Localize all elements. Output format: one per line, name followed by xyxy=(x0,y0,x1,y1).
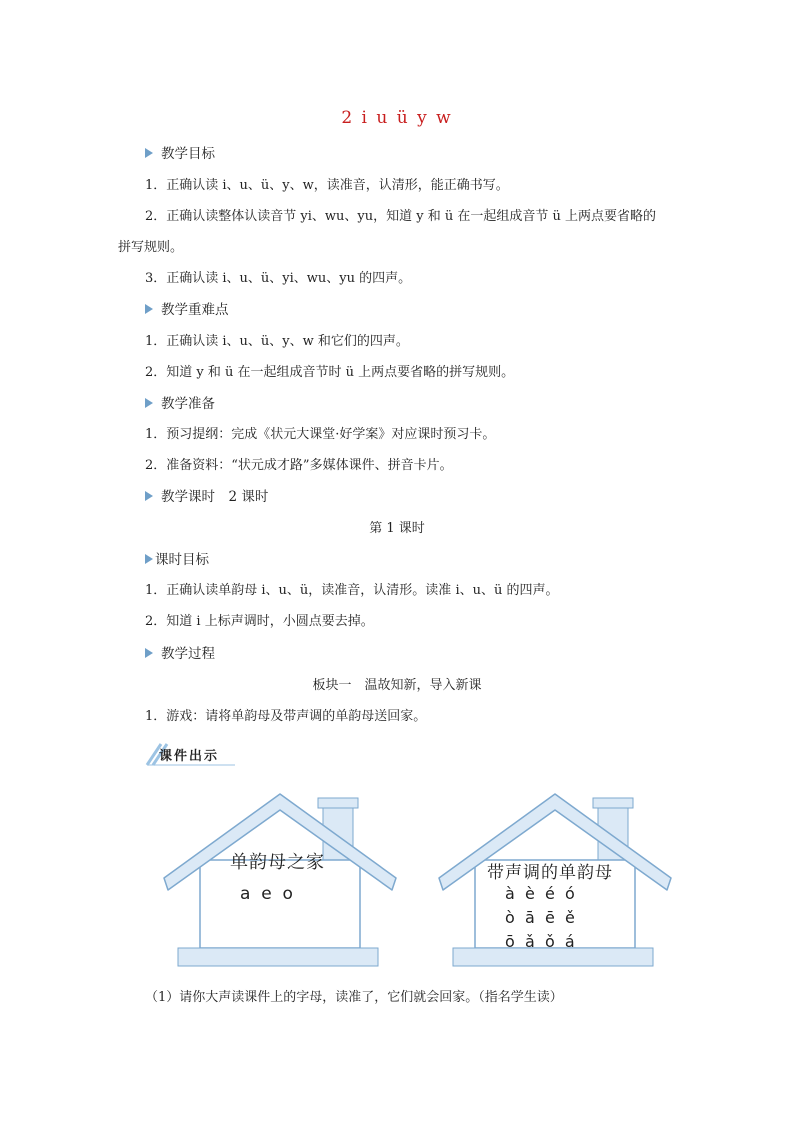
triangle-bullet-icon xyxy=(145,398,153,408)
objective-2-cont: 拼写规则。 xyxy=(118,240,184,255)
courseware-label: 课件出示 xyxy=(159,749,220,764)
key-point-1: 1．正确认读 i、u、ü、y、w 和它们的四声。 xyxy=(145,334,409,349)
house-toned-finals xyxy=(435,790,675,970)
heading-hours: 教学课时 2 课时 xyxy=(145,488,268,506)
house-1-icon xyxy=(160,790,400,970)
heading-key-points: 教学重难点 xyxy=(145,301,229,319)
preparation-2: 2．准备资料：“状元成才路”多媒体课件、拼音卡片。 xyxy=(145,458,453,473)
heading-lesson-goals: 课时目标 xyxy=(145,551,209,569)
house-2-row-2: ò ā ē ě xyxy=(505,908,575,927)
triangle-bullet-icon xyxy=(145,648,153,658)
lesson-goal-1: 1．正确认读单韵母 i、u、ü，读准音，认清形。读准 i、u、ü 的四声。 xyxy=(145,583,559,598)
page-title: 2 i u ü y w xyxy=(341,108,453,128)
objective-2: 2．正确认读整体认读音节 yi、wu、yu，知道 y 和 ü 在一起组成音节 ü 上两点要省略的 xyxy=(145,209,657,224)
heading-preparation: 教学准备 xyxy=(145,395,215,413)
house-single-finals xyxy=(160,790,400,970)
triangle-bullet-icon xyxy=(145,148,153,158)
game-instruction: 1．游戏：请将单韵母及带声调的单韵母送回家。 xyxy=(145,709,427,724)
heading-objectives: 教学目标 xyxy=(145,145,215,163)
house-1-letters: a e o xyxy=(240,884,293,904)
reading-instruction: （1）请你大声读课件上的字母，读准了，它们就会回家。（指名学生读） xyxy=(145,990,563,1005)
preparation-1: 1．预习提纲：完成《状元大课堂·好学案》对应课时预习卡。 xyxy=(145,427,496,442)
block-1-heading: 板块一 温故知新，导入新课 xyxy=(312,678,482,693)
triangle-bullet-icon xyxy=(145,304,153,314)
lesson-goal-2: 2．知道 i 上标声调时，小圆点要去掉。 xyxy=(145,614,374,629)
objective-1: 1．正确认读 i、u、ü、y、w，读准音，认清形，能正确书写。 xyxy=(145,178,509,193)
triangle-bullet-icon xyxy=(145,491,153,501)
key-point-2: 2．知道 y 和 ü 在一起组成音节时 ü 上两点要省略的拼写规则。 xyxy=(145,365,515,380)
house-1-label: 单韵母之家 xyxy=(230,852,325,873)
house-2-label: 带声调的单韵母 xyxy=(487,863,613,883)
objective-3: 3．正确认读 i、u、ü、yi、wu、yu 的四声。 xyxy=(145,271,412,286)
lesson-1-heading: 第 1 课时 xyxy=(369,521,425,536)
heading-process: 教学过程 xyxy=(145,645,215,663)
triangle-bullet-icon xyxy=(145,554,153,564)
house-2-row-1: à è é ó xyxy=(505,884,575,903)
courseware-badge xyxy=(145,740,265,768)
house-2-row-3: ō ǎ ǒ á xyxy=(505,932,575,951)
